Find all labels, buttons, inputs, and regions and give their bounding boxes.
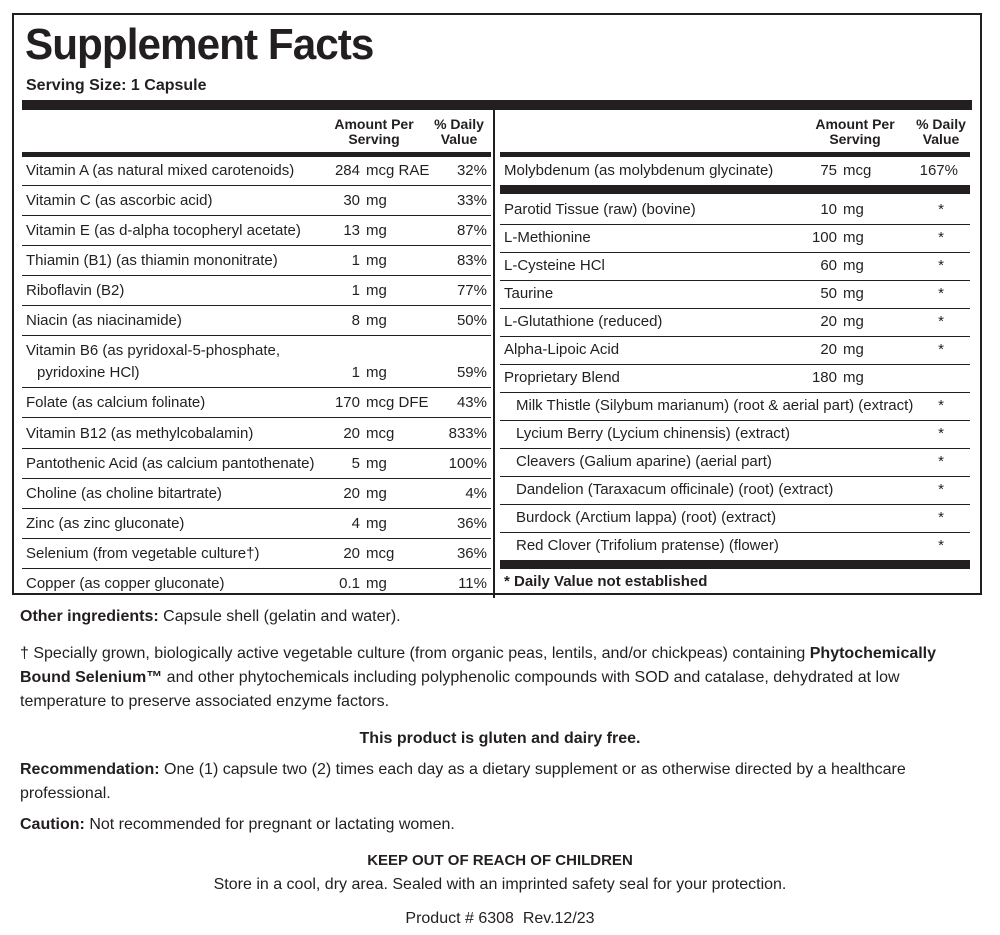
nutrient-name: Vitamin B12 (as methylcobalamin) [26,425,254,442]
nutrient-row [22,217,491,246]
dagger-footnote [20,642,980,714]
ingredient-dv: * [938,313,944,330]
nutrient-dv: 32% [456,162,487,179]
nutrient-name: Choline (as choline bitartrate) [26,485,222,502]
nutrient-amount: 4 [351,515,360,532]
nutrient-amount: 1 [351,364,360,381]
nutrient-name: Riboflavin (B2) [26,282,125,299]
amount-header-line2: Serving [348,131,400,147]
ingredient-row [500,336,970,365]
ingredient-amount: 10 [820,201,837,218]
caution-text: Not recommended for pregnant or lactating women. [84,816,455,833]
ingredient-dv: * [938,341,944,358]
ingredient-unit: mg [843,257,864,274]
amount-header-line2: Serving [829,131,881,147]
nutrient-row [22,187,491,216]
nutrient-unit: mg [366,364,387,381]
dagger-bold: Phytochemically Bound Selenium™ [20,645,937,686]
nutrient-name: Vitamin C (as ascorbic acid) [26,192,213,209]
nutrient-unit: mg [366,575,387,592]
nutrient-row [22,307,491,336]
storage-statement: Store in a cool, dry area. Sealed with an imprinted safety seal for your protection. [213,876,787,893]
panel-title: Supplement Facts [25,20,374,69]
amount-header-line1: Amount Per [334,116,414,132]
ingredient-dv: * [938,201,944,218]
nutrient-unit: mcg [843,162,872,179]
top-rule [22,100,972,110]
ingredient-amount: 60 [820,257,837,274]
ingredient-unit: mg [843,313,864,330]
nutrient-amount: 5 [351,455,360,472]
other-ingredients-text: Capsule shell (gelatin and water). [158,608,401,625]
nutrient-amount: 20 [343,425,360,442]
dv-header-line1: % Daily [434,116,484,132]
dagger-text-2: and other phytochemicals including polyphenolic compounds with SOD and catalase, dehydrated at low temperature to preserve associated enzyme factors. [20,669,900,710]
blend-name: Lycium Berry (Lycium chinensis) (extract) [516,425,790,442]
ingredient-amount: 50 [820,285,837,302]
blend-name: Cleavers (Galium aparine) (aerial part) [516,453,772,470]
molybdenum-rule [500,185,970,194]
nutrient-amount: 1 [351,252,360,269]
nutrient-amount: 170 [334,394,360,411]
nutrient-dv: 83% [456,252,487,269]
ingredient-amount: 20 [820,313,837,330]
nutrient-row [22,389,491,418]
blend-row [500,420,970,449]
ingredient-row [500,224,970,253]
nutrient-row [22,480,491,509]
nutrient-name: Molybdenum (as molybdenum glycinate) [504,162,774,179]
ingredient-name: Alpha-Lipoic Acid [504,341,620,358]
nutrient-name: Copper (as copper gluconate) [26,575,225,592]
ingredient-amount: 20 [820,341,837,358]
right-dv-header [906,117,976,147]
nutrient-row [22,570,491,598]
dv-header-line2: Value [922,131,960,147]
product-number: Product # 6308 Rev.12/23 [405,910,595,927]
nutrient-unit: mg [366,282,387,299]
blend-dv: * [938,537,944,554]
nutrient-row [22,157,491,186]
blend-dv: * [938,509,944,526]
blend-row [500,504,970,533]
ingredient-row [500,308,970,337]
left-amount-header [328,117,420,147]
supplement-facts-panel [12,13,982,595]
nutrient-amount: 20 [343,545,360,562]
ingredient-name: Taurine [504,285,554,302]
ingredient-row [500,364,970,393]
ingredient-dv: * [938,257,944,274]
nutrient-amount: 75 [820,162,837,179]
nutrient-dv: 100% [448,455,487,472]
column-divider [493,110,495,598]
left-dv-header [424,117,494,147]
nutrient-name: Zinc (as zinc gluconate) [26,515,185,532]
dagger-text-1: † Specially grown, biologically active vegetable culture (from organic peas, lentils, and/or chickpeas) containing [20,645,810,662]
nutrient-name: Vitamin A (as natural mixed carotenoids) [26,162,295,179]
blend-dv: * [938,481,944,498]
nutrient-dv: 833% [448,425,487,442]
nutrient-row [500,157,970,185]
ingredient-dv: * [938,285,944,302]
nutrient-unit: mg [366,312,387,329]
nutrient-amount: 1 [351,282,360,299]
blend-dv: * [938,453,944,470]
recommendation [20,758,980,806]
ingredient-amount: 180 [811,369,837,386]
nutrient-amount: 13 [343,222,360,239]
nutrient-name: Pantothenic Acid (as calcium pantothenate) [26,455,315,472]
blend-dv: * [938,425,944,442]
ingredient-unit: mg [843,369,864,386]
nutrient-dv: 36% [456,515,487,532]
nutrient-unit: mcg DFE [366,394,429,411]
nutrient-dv: 36% [456,545,487,562]
blend-name: Red Clover (Trifolium pratense) (flower) [516,537,779,554]
nutrient-dv: 33% [456,192,487,209]
nutrient-dv: 77% [456,282,487,299]
ingredient-row [500,252,970,281]
other-ingredients [20,605,980,629]
recommendation-label: Recommendation: [20,761,160,778]
blend-name: Burdock (Arctium lappa) (root) (extract) [516,509,777,526]
nutrient-dv: 50% [456,312,487,329]
ingredient-dv: * [938,229,944,246]
daily-value-note: * Daily Value not established [504,573,708,590]
blend-row [500,532,970,560]
nutrient-amount: 20 [343,485,360,502]
nutrient-dv: 11% [458,575,487,592]
recommendation-text: One (1) capsule two (2) times each day as a dietary supplement or as otherwise directed by a healthcare professional. [20,761,906,802]
nutrient-unit: mg [366,455,387,472]
nutrient-row [22,540,491,569]
ingredient-name: Parotid Tissue (raw) (bovine) [504,201,696,218]
ingredient-unit: mg [843,341,864,358]
other-ingredients-label: Other ingredients: [20,608,159,625]
nutrient-name-continued: pyridoxine HCl) [37,364,140,381]
nutrient-unit: mg [366,222,387,239]
nutrient-amount: 0.1 [339,575,360,592]
blend-row [500,448,970,477]
nutrient-unit: mcg [366,425,395,442]
nutrient-row [22,420,491,449]
serving-size: Serving Size: 1 Capsule [26,77,207,94]
dv-header-line1: % Daily [916,116,966,132]
ingredient-name: L-Cysteine HCl [504,257,605,274]
nutrient-dv: 59% [456,364,487,381]
gluten-free-statement: This product is gluten and dairy free. [359,730,641,747]
nutrient-amount: 30 [343,192,360,209]
nutrient-name: Vitamin E (as d-alpha tocopheryl acetate) [26,222,301,239]
nutrient-row [22,337,491,388]
ingredient-unit: mg [843,201,864,218]
nutrient-name: Folate (as calcium folinate) [26,394,206,411]
dv-header-line2: Value [440,131,478,147]
nutrient-row [22,450,491,479]
blend-row [500,476,970,505]
amount-header-line1: Amount Per [815,116,895,132]
nutrient-dv: 43% [456,394,487,411]
ingredient-name: Proprietary Blend [504,369,620,386]
caution [20,813,980,837]
ingredient-amount: 100 [811,229,837,246]
nutrient-dv: 4% [465,485,487,502]
nutrient-dv: 167% [919,162,958,179]
ingredient-name: L-Glutathione (reduced) [504,313,663,330]
nutrient-row [22,277,491,306]
caution-label: Caution: [20,816,85,833]
right-amount-header [809,117,901,147]
ingredient-name: L-Methionine [504,229,591,246]
nutrient-unit: mg [366,192,387,209]
nutrient-dv: 87% [456,222,487,239]
nutrient-row [22,510,491,539]
ingredient-row [500,280,970,309]
keep-out-warning: KEEP OUT OF REACH OF CHILDREN [367,852,633,869]
blend-row [500,392,970,421]
nutrient-unit: mg [366,485,387,502]
nutrient-amount: 8 [351,312,360,329]
blend-dv: * [938,397,944,414]
ingredient-row [500,196,970,225]
nutrient-row [22,247,491,276]
ingredient-unit: mg [843,285,864,302]
nutrient-name: Vitamin B6 (as pyridoxal-5-phosphate, [26,342,281,359]
nutrient-name: Selenium (from vegetable culture†) [26,545,260,562]
blend-name: Dandelion (Taraxacum officinale) (root) (extract) [516,481,834,498]
ingredient-unit: mg [843,229,864,246]
nutrient-unit: mg [366,515,387,532]
nutrient-name: Thiamin (B1) (as thiamin mononitrate) [26,252,278,269]
blend-name: Milk Thistle (Silybum marianum) (root & aerial part) (extract) [516,397,914,414]
nutrient-amount: 284 [334,162,360,179]
nutrient-name: Niacin (as niacinamide) [26,312,182,329]
nutrient-unit: mcg [366,545,395,562]
nutrient-unit: mg [366,252,387,269]
nutrient-unit: mcg RAE [366,162,430,179]
bottom-rule [500,560,970,569]
